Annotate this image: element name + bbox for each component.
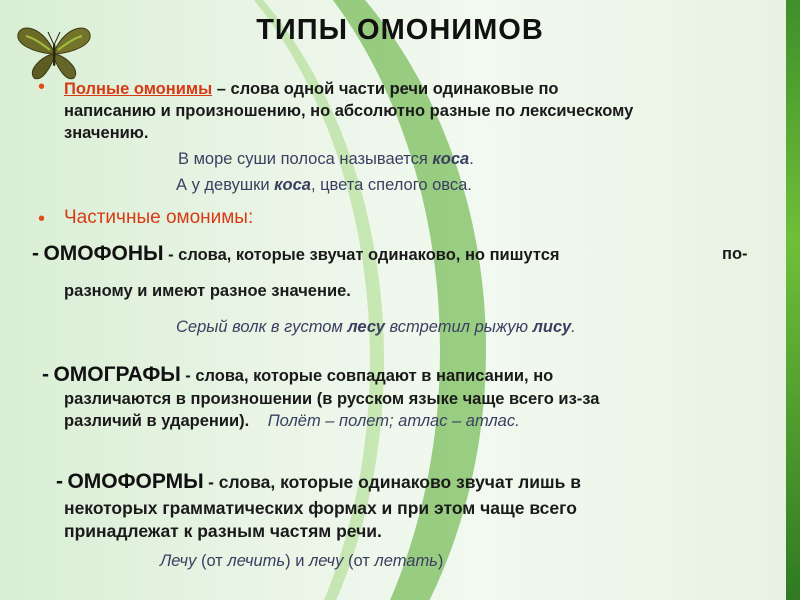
example-keyword: лесу [347,318,385,336]
omoforms-def-line3: принадлежат к разным частям речи. [64,521,382,541]
omographs-example: Полёт – полет; атлас – атлас. [267,412,520,430]
full-homonyms-definition [64,78,764,144]
example-keyword: коса [274,176,311,194]
omophones-definition-line1 [32,242,772,266]
example-keyword: лечить [227,552,286,570]
omoforms-def-line1: - слова, которые одинаково звучат лишь в [208,472,581,492]
dash: - [42,363,49,386]
example-keyword: Лечу [160,552,197,570]
example-text: ) и [285,552,309,570]
example-keyword: лису [532,318,572,336]
decor-frame-right [786,0,800,600]
example-text: ) [437,552,444,570]
omographs-definition [42,363,762,387]
omographs-def-line1: - слова, которые совпадают в написании, но [185,367,554,385]
omoforms-example [160,552,443,571]
omographs-def-line3-row [64,412,520,431]
bullet-dot: • [38,208,46,230]
omophones-example [176,318,576,337]
example-text: (от [343,552,375,570]
omophones-def-tail: по- [722,245,748,263]
omoforms-definition [56,470,776,494]
omographs-def-line2: различаются в произношении (в русском языке чаще всего из-за [64,390,600,408]
full-homonyms-def-line1: – слова одной части речи одинаковые по [216,80,559,98]
page-title: ТИПЫ ОМОНИМОВ [256,14,544,46]
dash: - [32,242,39,265]
omophones-def-line1: - слова, которые звучат одинаково, но пишутся [168,246,560,264]
example-text: (от [196,552,228,570]
example-text: . [571,318,576,336]
omophones-def-line2: разному и имеют разное значение. [64,282,351,300]
full-example-line1 [178,150,474,169]
example-text: В море суши полоса называется [178,150,433,168]
full-homonyms-term: Полные омонимы [64,80,213,98]
partial-homonyms-term: Частичные омонимы: [64,207,254,228]
omographs-def-line3: различий в ударении). [64,412,250,430]
full-homonyms-def-line3: значению. [64,124,149,142]
bullet-dot: • [38,76,46,98]
example-text: встретил рыжую [384,318,533,336]
omophones-term: ОМОФОНЫ [43,242,164,265]
example-text: Серый волк в густом [176,318,348,336]
example-text: . [469,150,474,168]
full-example-line2 [176,176,472,195]
example-keyword: коса [432,150,470,168]
example-text: А у девушки [176,176,275,194]
example-keyword: летать [374,552,438,570]
omoforms-def-line2: некоторых грамматических формах и при этом чаще всего [64,498,577,518]
dash: - [56,470,63,493]
full-homonyms-def-line2: написанию и произношению, но абсолютно разные по лексическому [64,102,634,120]
omographs-term: ОМОГРАФЫ [53,363,181,386]
example-keyword: лечу [309,552,344,570]
omoforms-term: ОМОФОРМЫ [67,470,204,493]
example-text: , цвета спелого овса. [310,176,472,194]
